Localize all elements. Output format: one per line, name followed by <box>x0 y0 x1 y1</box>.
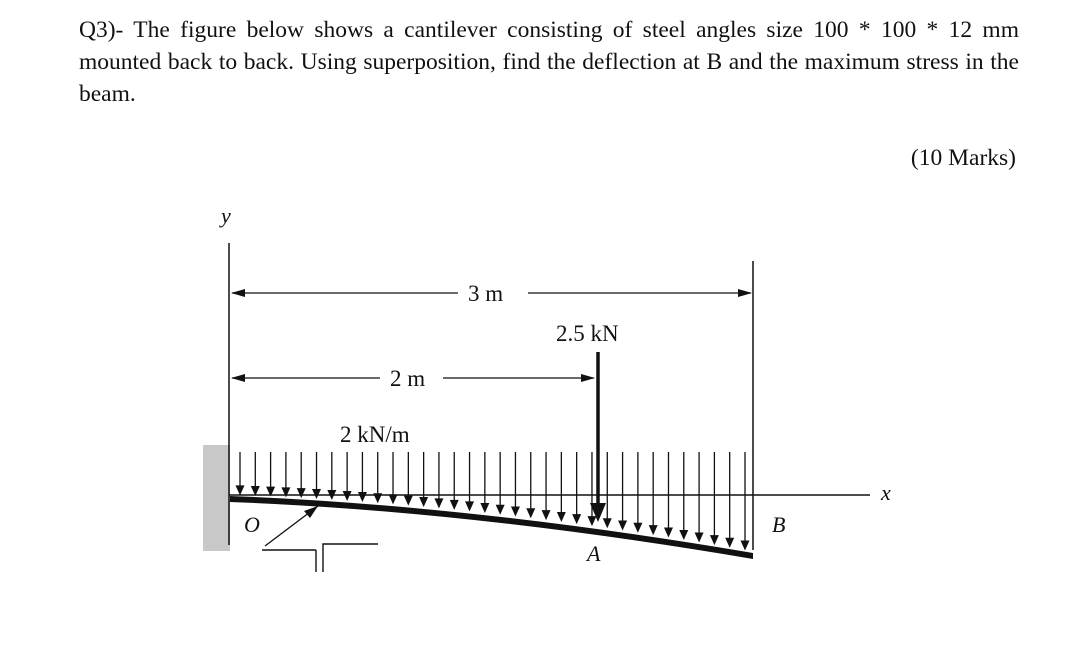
udl-arrowhead <box>741 541 750 551</box>
udl-arrowhead <box>358 492 367 502</box>
udl-arrowhead <box>649 525 658 535</box>
y-axis-label: y <box>221 203 231 228</box>
point-load-label: 2.5 kN <box>556 321 619 346</box>
distributed-load-label: 2 kN/m <box>340 422 410 447</box>
udl-arrowhead <box>343 491 352 501</box>
udl-arrowhead <box>450 500 459 510</box>
section-leader-arrowhead <box>304 506 318 518</box>
udl-arrowhead <box>710 535 719 545</box>
udl-arrowhead <box>633 523 642 533</box>
udl-arrowhead <box>511 506 520 516</box>
udl-arrowhead <box>725 538 734 548</box>
udl-arrowhead <box>281 487 290 497</box>
udl-arrowhead <box>465 501 474 511</box>
udl-arrowhead <box>480 503 489 513</box>
udl-arrowhead <box>496 505 505 515</box>
dim-3m-label: 3 m <box>468 281 504 306</box>
udl-arrowhead <box>297 488 306 498</box>
udl-arrowhead <box>312 489 321 499</box>
angles-cross-section <box>262 544 378 572</box>
udl-arrowhead <box>664 528 673 538</box>
udl-arrowhead <box>434 498 443 508</box>
point-O-label: O <box>244 512 260 537</box>
udl-arrowhead <box>618 520 627 530</box>
udl-arrowhead <box>542 510 551 520</box>
udl-arrowhead <box>236 485 245 495</box>
udl-arrowhead <box>557 512 566 522</box>
udl-arrowhead <box>404 496 413 506</box>
udl-arrowhead <box>587 516 596 526</box>
udl-arrowhead <box>389 494 398 504</box>
udl-arrowhead <box>572 514 581 524</box>
wall-support <box>203 445 230 551</box>
dim-2m-label: 2 m <box>390 366 426 391</box>
point-B-label: B <box>772 512 786 537</box>
x-axis-label: x <box>881 480 891 505</box>
udl-arrowhead <box>526 508 535 518</box>
udl-arrowhead <box>695 533 704 543</box>
udl-arrowhead <box>419 497 428 507</box>
question-text: Q3)- The figure below shows a cantilever consisting of steel angles size 100 * 100 * 12 mm mounted back to back. Using superposition, find the deflection at B and the maximum stress in the beam. <box>79 17 1019 107</box>
udl-arrowhead <box>603 518 612 528</box>
point-A-label: A <box>587 541 601 566</box>
udl-arrowhead <box>679 530 688 540</box>
marks-label: (10 Marks) <box>910 145 1016 171</box>
